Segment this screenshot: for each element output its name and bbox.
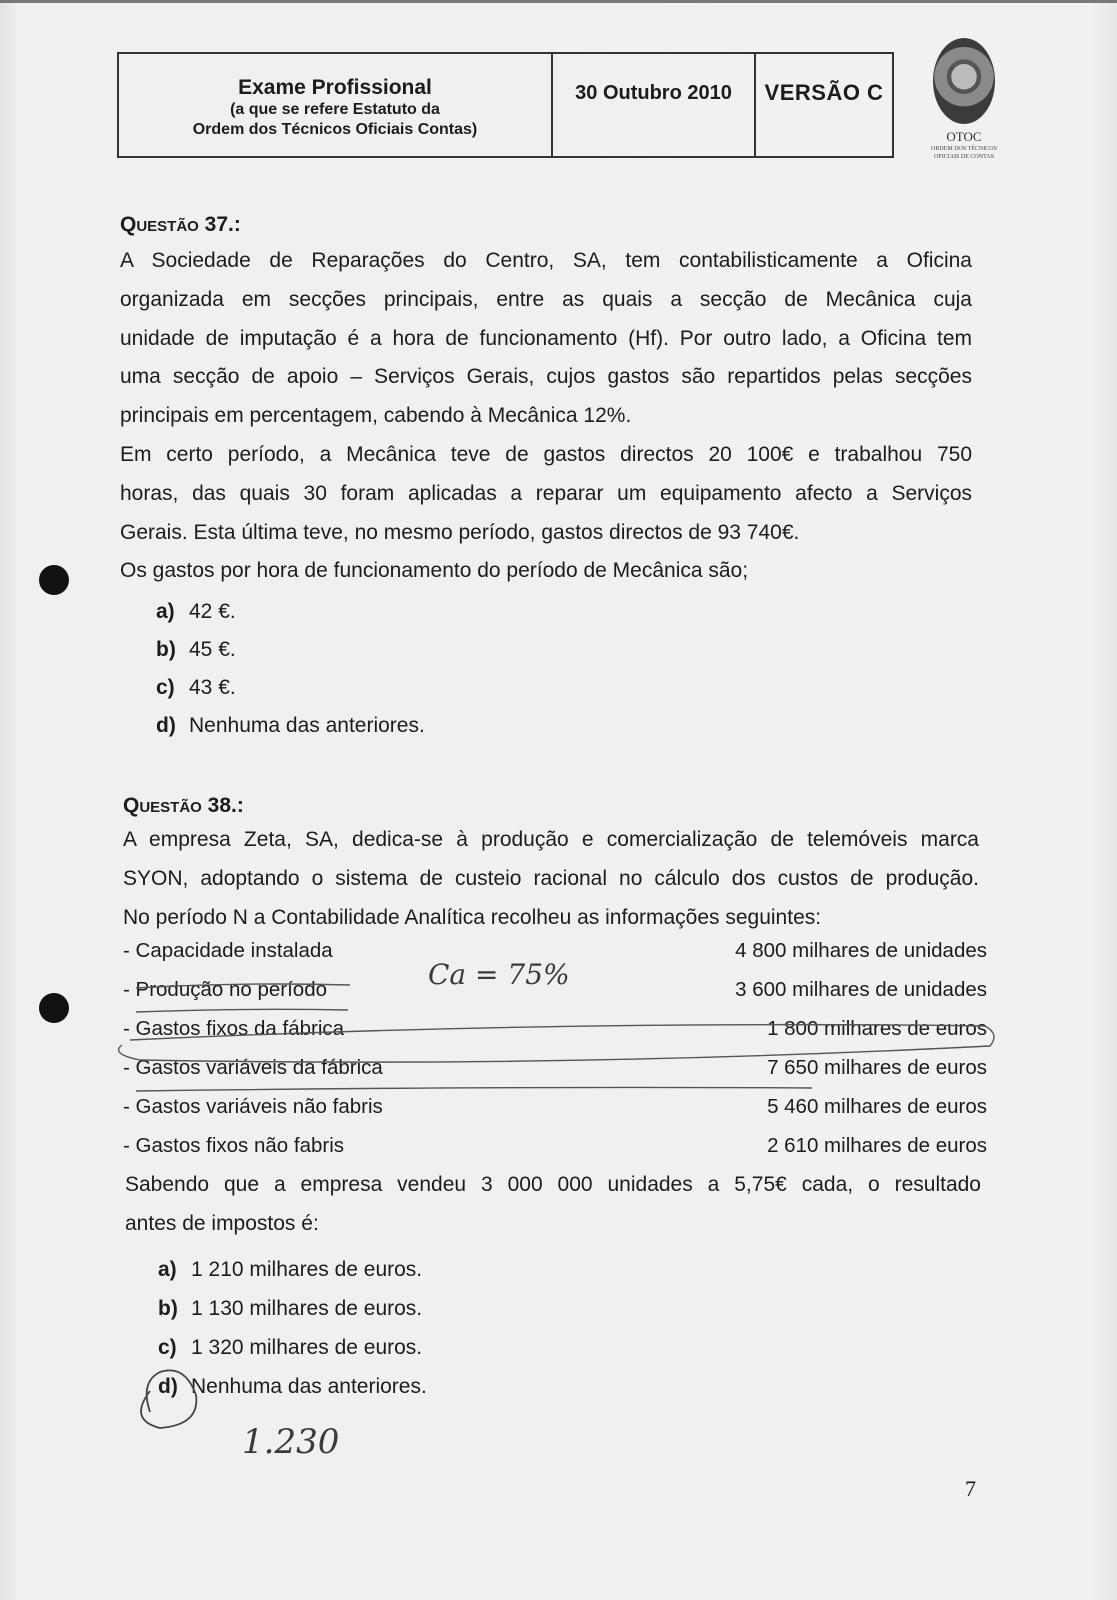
option-text: 42 €. (189, 600, 236, 623)
option-text: Nenhuma das anteriores. (189, 714, 425, 737)
underline-producao (136, 1009, 348, 1012)
option-letter: b) (158, 1297, 178, 1320)
paragraph-line: organizada em secções principais, entre as quais a secção de Mecânica cuja (120, 287, 972, 311)
option-text: 1 130 milhares de euros. (191, 1297, 423, 1320)
paragraph-line: SYON, adoptando o sistema de custeio racional no cálculo dos custos de produção. (123, 866, 979, 890)
paragraph-line: antes de impostos é: (125, 1211, 319, 1235)
paragraph-line: Gerais. Esta última teve, no mesmo período, gastos directos de 93 740€. (120, 520, 800, 544)
option-letter: b) (156, 638, 176, 661)
handwritten-ca-note: Ca = 75% (428, 958, 570, 991)
paragraph-line: No período N a Contabilidade Analítica recolheu as informações seguintes: (123, 905, 822, 929)
data-row-label: - Gastos variáveis não fabris (123, 1095, 383, 1118)
exam-date: 30 Outubro 2010 (553, 54, 756, 156)
paragraph-line: A Sociedade de Reparações do Centro, SA, tem contabilisticamente a Oficina (120, 249, 972, 272)
data-row-value: 1 800 milhares de euros (767, 1017, 987, 1040)
data-row-label: - Gastos fixos da fábrica (123, 1017, 345, 1040)
data-row-label: - Gastos variáveis da fábrica (123, 1056, 383, 1079)
paragraph-line: unidade de imputação é a hora de funcionamento (Hf). Por outro lado, a Oficina tem (120, 326, 972, 350)
underline-gastos-variaveis (136, 1087, 812, 1091)
paragraph-line: uma secção de apoio – Serviços Gerais, cujos gastos são repartidos pelas secções (120, 365, 972, 389)
option-text: Nenhuma das anteriores. (191, 1375, 427, 1398)
logo-sub-line-2: OFICIAIS DE CONTAS (934, 154, 994, 160)
option-text: 1 320 milhares de euros. (191, 1336, 423, 1359)
binder-hole (39, 993, 69, 1023)
data-row-value: 3 600 milhares de unidades (735, 978, 987, 1001)
logo-sub-line-1: ORDEM DOS TÉCNICOS (931, 146, 997, 152)
exam-version: VERSÃO C (764, 80, 884, 105)
binder-hole (39, 565, 69, 595)
paragraph-line: horas, das quais 30 foram aplicadas a reparar um equipamento afecto a Serviços (120, 481, 972, 505)
data-row-label: - Gastos fixos não fabris (123, 1134, 345, 1157)
option-letter: d) (156, 714, 176, 737)
option-letter: d) (158, 1375, 178, 1398)
paragraph-line: A empresa Zeta, SA, dedica-se à produção e comercialização de telemóveis marca (123, 828, 979, 851)
option-letter: a) (156, 600, 175, 623)
exam-title: Exame Profissional (238, 76, 432, 99)
circle-gastos-fixos (119, 1025, 994, 1063)
option-letter: a) (158, 1258, 177, 1281)
page-number: 7 (965, 1476, 976, 1501)
paragraph-line: Em certo período, a Mecânica teve de gastos directos 20 100€ e trabalhou 750 (120, 443, 972, 466)
handwritten-answer-note: 1.230 (242, 1422, 340, 1462)
logo-name: OTOC (946, 129, 982, 144)
paragraph-line: Sabendo que a empresa vendeu 3 000 000 unidades a 5,75€ cada, o resultado (125, 1173, 981, 1196)
data-row-value: 5 460 milhares de euros (767, 1095, 987, 1118)
option-letter: c) (158, 1336, 177, 1359)
data-row-label: - Produção no período (123, 978, 327, 1001)
data-row-value: 2 610 milhares de euros (767, 1134, 987, 1157)
exam-subtitle-1: (a que se refere Estatuto da (230, 101, 440, 118)
option-text: 43 €. (189, 676, 236, 699)
option-text: 45 €. (189, 638, 236, 661)
underline-capacidade (136, 984, 350, 988)
question-37-prompt-text: Os gastos por hora de funcionamento do período de Mecânica são; (120, 559, 749, 582)
exam-subtitle-2: Ordem dos Técnicos Oficiais Contas) (192, 121, 478, 138)
question-37-title: Questão 37.: (120, 213, 241, 236)
option-letter: c) (156, 676, 175, 699)
paragraph-line: principais em percentagem, cabendo à Mecânica 12%. (120, 404, 632, 428)
answer-circle-d (141, 1370, 196, 1428)
option-text: 1 210 milhares de euros. (191, 1258, 423, 1281)
data-row-value: 4 800 milhares de unidades (735, 939, 987, 962)
question-38-title: Questão 38.: (123, 794, 244, 817)
data-row-label: - Capacidade instalada (123, 939, 333, 962)
data-row-value: 7 650 milhares de euros (767, 1056, 987, 1079)
